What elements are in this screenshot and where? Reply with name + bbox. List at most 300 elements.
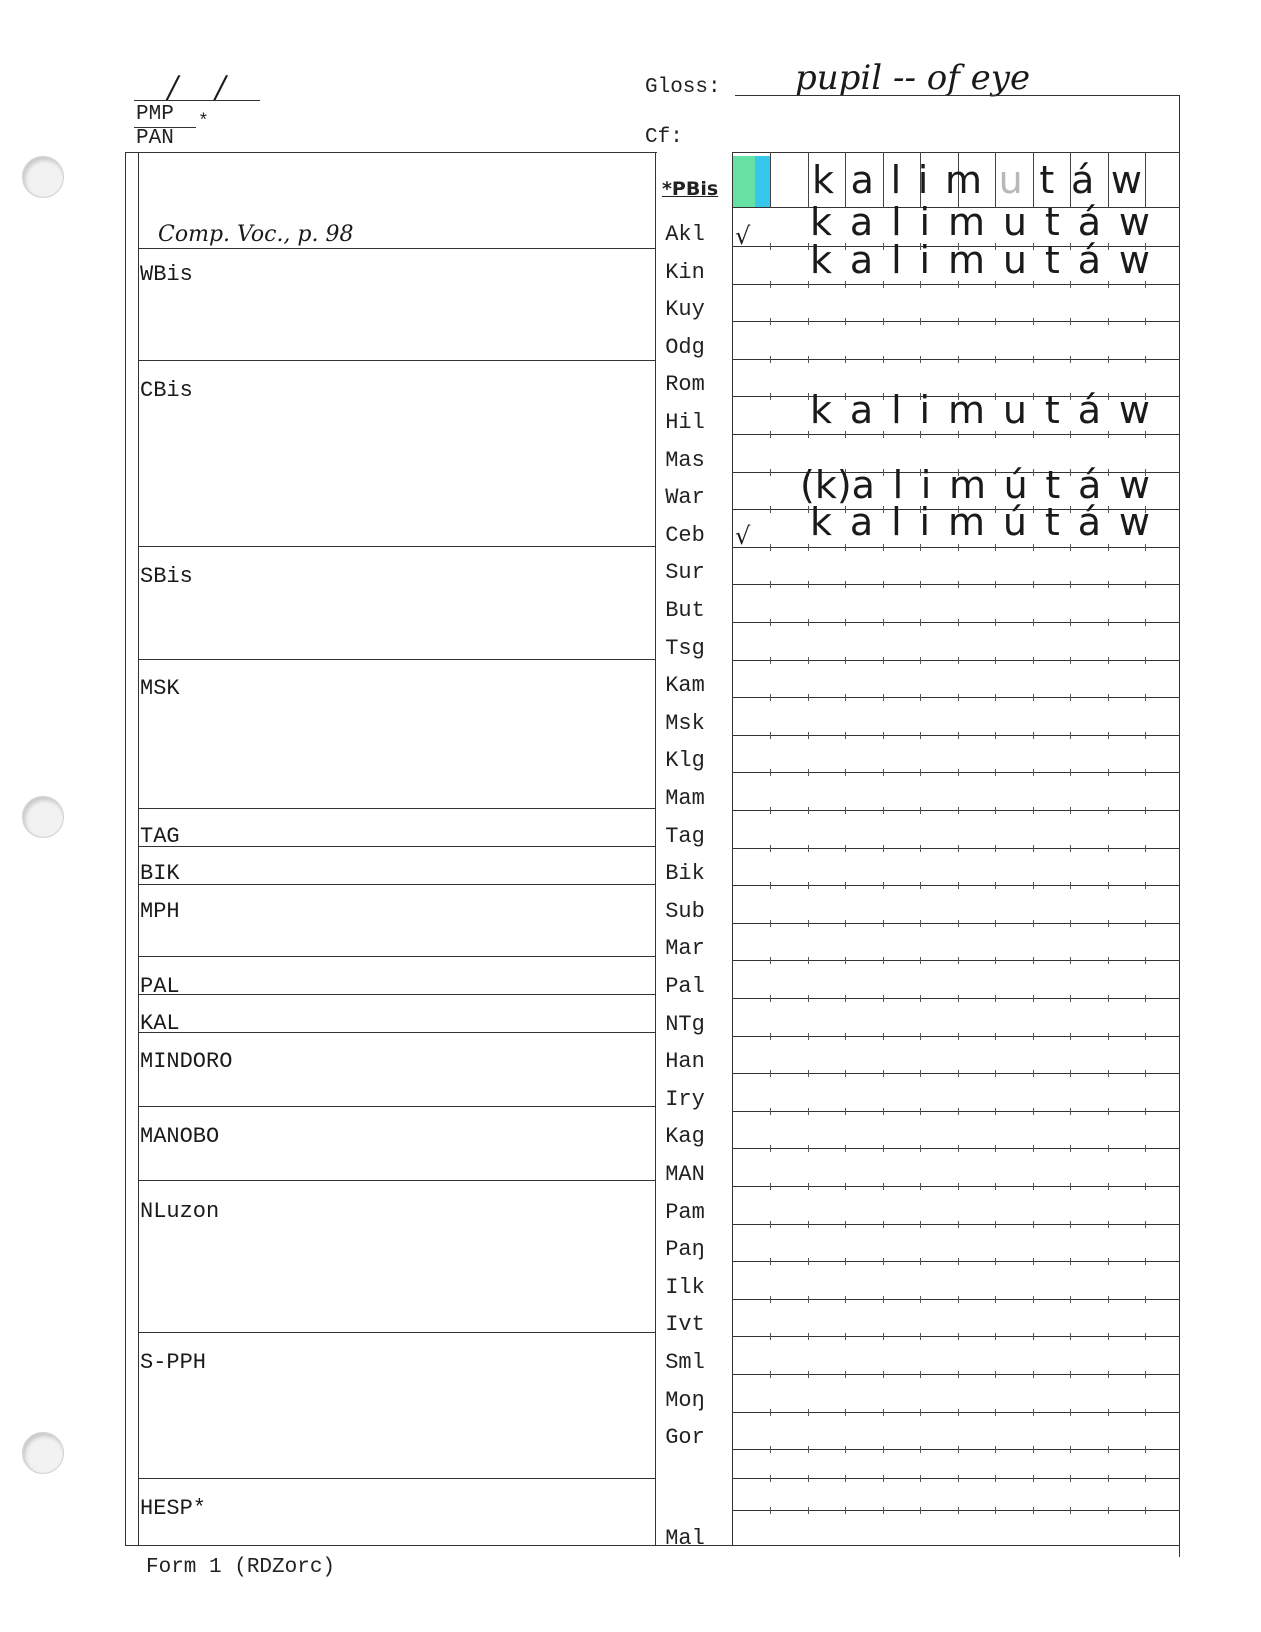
ruled-tick: [845, 1333, 846, 1340]
language-label: Akl: [665, 222, 705, 247]
war-letter: w: [1118, 463, 1150, 507]
ruled-tick: [883, 544, 884, 551]
ruled-tick: [1070, 1258, 1071, 1265]
war-letter: (k)a: [800, 463, 875, 507]
hil-letter: á: [1077, 388, 1101, 432]
frame-top: [125, 152, 657, 153]
ruled-tick: [958, 1070, 959, 1077]
ruled-tick: [1033, 1221, 1034, 1228]
ruled-tick: [1070, 1221, 1071, 1228]
ruled-line: [732, 998, 1179, 999]
ruled-tick: [770, 581, 771, 588]
language-label: Sml: [665, 1350, 705, 1375]
ruled-tick: [920, 769, 921, 776]
pbis-row-top: [732, 152, 1179, 153]
ruled-tick: [1070, 807, 1071, 814]
ruled-tick: [920, 1446, 921, 1453]
language-label: Moŋ: [665, 1387, 705, 1413]
ruled-tick: [920, 657, 921, 664]
ruled-tick: [1070, 1033, 1071, 1040]
punch-hole-bottom: [22, 1432, 64, 1474]
pbis-letter: t: [1039, 158, 1055, 202]
ruled-tick: [770, 694, 771, 701]
ruled-tick: [808, 1033, 809, 1040]
ruled-tick: [995, 281, 996, 288]
region-label-wbis: WBis: [140, 262, 193, 287]
ruled-line: [732, 1299, 1179, 1300]
ruled-tick: [1033, 807, 1034, 814]
akl-letter: t: [1044, 200, 1060, 244]
ruled-tick: [920, 1183, 921, 1190]
ruled-tick: [808, 431, 809, 438]
language-label: Tsg: [665, 635, 705, 661]
ruled-tick: [920, 1371, 921, 1378]
ruled-tick: [1145, 845, 1146, 852]
ceb-letter: w: [1118, 500, 1150, 544]
language-label: Tag: [665, 823, 705, 849]
ruled-tick: [995, 431, 996, 438]
language-label: But: [665, 598, 705, 623]
ruled-line: [732, 1374, 1179, 1375]
ruled-tick: [1145, 1183, 1146, 1190]
ruled-tick: [1108, 657, 1109, 664]
hil-letter: u: [1002, 388, 1028, 432]
ruled-tick: [1108, 281, 1109, 288]
ruled-tick: [1145, 1145, 1146, 1152]
ruled-tick: [920, 1221, 921, 1228]
ruled-tick: [1145, 619, 1146, 626]
hil-letter: k: [810, 388, 833, 432]
ruled-tick: [1033, 1258, 1034, 1265]
ruled-tick: [808, 1446, 809, 1453]
ruled-tick: [845, 356, 846, 363]
akl-letter: l: [891, 200, 902, 244]
ruled-tick: [958, 581, 959, 588]
ruled-tick: [958, 431, 959, 438]
ruled-tick: [1108, 732, 1109, 739]
ruled-tick: [958, 544, 959, 551]
ruled-tick: [770, 1333, 771, 1340]
ruled-tick: [808, 1371, 809, 1378]
ruled-line: [732, 1224, 1179, 1225]
ruled-tick: [1033, 1409, 1034, 1416]
ruled-tick: [770, 1033, 771, 1040]
ruled-tick: [995, 1221, 996, 1228]
pbis-letter: a: [850, 158, 874, 202]
ruled-tick: [770, 1446, 771, 1453]
language-label: Bik: [665, 861, 705, 887]
ruled-tick: [883, 845, 884, 852]
ruled-line: [732, 1510, 1179, 1511]
ceb-letter: ú: [1002, 500, 1028, 544]
ruled-tick: [1033, 619, 1034, 626]
ruled-tick: [920, 1475, 921, 1482]
language-label: Iry: [665, 1086, 705, 1112]
ruled-tick: [958, 694, 959, 701]
cf-label: Cf:: [645, 126, 683, 149]
ruled-line: [732, 960, 1179, 961]
ruled-tick: [1070, 845, 1071, 852]
ruled-tick: [1108, 920, 1109, 927]
ruled-tick: [883, 1475, 884, 1482]
ruled-tick: [958, 882, 959, 889]
region-label-tag: TAG: [140, 824, 180, 849]
ruled-tick: [1070, 544, 1071, 551]
ruled-tick: [1070, 957, 1071, 964]
ceb-letter: á: [1077, 500, 1101, 544]
ruled-tick: [845, 957, 846, 964]
ruled-tick: [808, 1475, 809, 1482]
ruled-tick: [808, 506, 809, 513]
ruled-tick: [995, 1145, 996, 1152]
ruled-tick: [1108, 1183, 1109, 1190]
language-label: Mar: [665, 936, 705, 962]
ruled-tick: [770, 1258, 771, 1265]
ruled-tick: [1108, 807, 1109, 814]
ruled-tick: [883, 1333, 884, 1340]
language-label: Mam: [665, 786, 705, 811]
ruled-tick: [920, 920, 921, 927]
ruled-tick: [883, 281, 884, 288]
ruled-line: [732, 848, 1179, 849]
language-label: Pal: [665, 974, 705, 999]
ruled-tick: [1070, 657, 1071, 664]
ruled-tick: [770, 469, 771, 476]
ruled-line: [732, 1478, 1179, 1479]
ruled-tick: [995, 544, 996, 551]
language-label: Pam: [665, 1199, 705, 1225]
language-label: Mas: [665, 447, 705, 473]
ruled-tick: [883, 920, 884, 927]
ruled-tick: [958, 920, 959, 927]
ruled-tick: [1033, 1475, 1034, 1482]
ruled-tick: [1108, 544, 1109, 551]
ruled-tick: [808, 243, 809, 250]
ruled-tick: [883, 1446, 884, 1453]
region-label-mindoro: MINDORO: [140, 1049, 233, 1074]
region-divider: [138, 1478, 655, 1479]
region-label-sbis: SBis: [140, 564, 193, 589]
ruled-tick: [1108, 995, 1109, 1002]
ruled-tick: [808, 581, 809, 588]
ruled-tick: [1033, 1296, 1034, 1303]
ruled-tick: [1033, 995, 1034, 1002]
ruled-tick: [1070, 694, 1071, 701]
region-divider: [138, 1180, 655, 1181]
ruled-tick: [770, 1145, 771, 1152]
ruled-tick: [920, 807, 921, 814]
ruled-tick: [1033, 1145, 1034, 1152]
ruled-tick: [883, 1070, 884, 1077]
ceb-letter: a: [849, 500, 874, 544]
ruled-tick: [845, 995, 846, 1002]
ruled-tick: [770, 1108, 771, 1115]
akl-letter: u: [1002, 200, 1028, 244]
hil-letter: w: [1118, 388, 1150, 432]
ruled-tick: [1070, 318, 1071, 325]
ruled-tick: [845, 1409, 846, 1416]
ruled-tick: [1033, 1446, 1034, 1453]
ruled-tick: [958, 619, 959, 626]
ruled-tick: [845, 1070, 846, 1077]
ruled-tick: [883, 1507, 884, 1514]
ruled-tick: [845, 1033, 846, 1040]
ruled-line: [732, 660, 1179, 661]
ruled-tick: [808, 544, 809, 551]
ruled-tick: [995, 1446, 996, 1453]
ruled-tick: [1145, 1409, 1146, 1416]
ruled-tick: [1070, 1296, 1071, 1303]
language-label: Sur: [665, 560, 705, 586]
region-divider: [138, 808, 655, 809]
ruled-tick: [883, 882, 884, 889]
kin-letter: t: [1044, 238, 1060, 282]
ruled-tick: [920, 845, 921, 852]
region-label-cbis: CBis: [140, 378, 193, 403]
ruled-line: [732, 885, 1179, 886]
ruled-tick: [1145, 1333, 1146, 1340]
ruled-tick: [845, 1475, 846, 1482]
ruled-tick: [958, 1446, 959, 1453]
language-label: Mal: [665, 1526, 705, 1551]
ceb-letter: i: [919, 500, 931, 544]
ruled-tick: [1108, 581, 1109, 588]
pbis-label: *PBis: [662, 178, 719, 200]
ruled-tick: [770, 920, 771, 927]
hil-form: [810, 388, 1150, 432]
pbis-letter: k: [812, 158, 835, 202]
ruled-tick: [883, 318, 884, 325]
ruled-tick: [845, 732, 846, 739]
ruled-tick: [995, 356, 996, 363]
ruled-tick: [920, 544, 921, 551]
ruled-tick: [1108, 356, 1109, 363]
ruled-tick: [770, 281, 771, 288]
ruled-tick: [1033, 281, 1034, 288]
ruled-tick: [920, 1333, 921, 1340]
ruled-tick: [995, 1183, 996, 1190]
ruled-line: [732, 1186, 1179, 1187]
ruled-tick: [958, 995, 959, 1002]
language-label: Ivt: [665, 1312, 705, 1338]
ruled-tick: [958, 845, 959, 852]
ruled-tick: [958, 318, 959, 325]
ruled-tick: [1108, 1296, 1109, 1303]
ruled-line: [732, 810, 1179, 811]
ruled-tick: [1145, 1108, 1146, 1115]
ruled-tick: [883, 356, 884, 363]
kin-letter: a: [849, 238, 874, 282]
war-letter: t: [1045, 463, 1061, 507]
ceb-letter: k: [810, 500, 833, 544]
ruled-tick: [1033, 882, 1034, 889]
ruled-tick: [770, 1371, 771, 1378]
ceb-letter: t: [1044, 500, 1060, 544]
ruled-tick: [920, 1409, 921, 1416]
ruled-tick: [770, 356, 771, 363]
ruled-tick: [1145, 581, 1146, 588]
ruled-tick: [845, 1221, 846, 1228]
ruled-tick: [1108, 1333, 1109, 1340]
ruled-tick: [1033, 1507, 1034, 1514]
ruled-tick: [845, 694, 846, 701]
ruled-tick: [995, 995, 996, 1002]
ruled-tick: [995, 732, 996, 739]
language-label: NTg: [665, 1011, 705, 1037]
akl-letter: w: [1118, 200, 1150, 244]
region-divider: [138, 1106, 655, 1107]
ruled-tick: [845, 1507, 846, 1514]
ruled-tick: [920, 732, 921, 739]
ruled-tick: [845, 1258, 846, 1265]
ruled-tick: [1033, 356, 1034, 363]
ruled-tick: [845, 845, 846, 852]
language-label: Kuy: [665, 297, 705, 323]
ruled-tick: [808, 882, 809, 889]
region-label-nluzon: NLuzon: [140, 1199, 220, 1224]
ruled-tick: [1108, 882, 1109, 889]
region-divider: [138, 659, 655, 660]
ruled-tick: [920, 995, 921, 1002]
region-label-msk: MSK: [140, 676, 180, 701]
ruled-line: [732, 697, 1179, 698]
ruled-tick: [845, 882, 846, 889]
ruled-tick: [920, 318, 921, 325]
ruled-tick: [958, 807, 959, 814]
language-label: Ilk: [665, 1274, 705, 1300]
ruled-tick: [1033, 657, 1034, 664]
ruled-tick: [1108, 1108, 1109, 1115]
ruled-line: [732, 284, 1179, 285]
ruled-tick: [920, 1296, 921, 1303]
ruled-tick: [920, 957, 921, 964]
ruled-tick: [770, 1221, 771, 1228]
war-letter: i: [920, 463, 932, 507]
ruled-tick: [845, 1183, 846, 1190]
ruled-tick: [995, 694, 996, 701]
ruled-line: [732, 359, 1179, 360]
ruled-tick: [770, 1296, 771, 1303]
ruled-tick: [1108, 845, 1109, 852]
ruled-tick: [845, 1108, 846, 1115]
hil-letter: a: [849, 388, 874, 432]
reference-note: Comp. Voc., p. 98: [158, 222, 354, 247]
ruled-tick: [1108, 694, 1109, 701]
ruled-line: [732, 434, 1179, 435]
ruled-tick: [1145, 1296, 1146, 1303]
ruled-tick: [808, 1108, 809, 1115]
ceb-check-mark: √: [735, 522, 751, 550]
ruled-tick: [1145, 281, 1146, 288]
ruled-tick: [770, 393, 771, 400]
ruled-tick: [1070, 431, 1071, 438]
ruled-tick: [1070, 1507, 1071, 1514]
ruled-tick: [883, 657, 884, 664]
ruled-tick: [958, 1333, 959, 1340]
pbis-highlight-green: [733, 156, 755, 208]
ruled-line: [732, 1336, 1179, 1337]
ruled-tick: [770, 882, 771, 889]
war-letter: ú: [1003, 463, 1028, 507]
ruled-tick: [808, 1258, 809, 1265]
kin-letter: k: [810, 238, 833, 282]
language-label: Rom: [665, 372, 705, 398]
kin-letter: w: [1118, 238, 1150, 282]
ruled-tick: [808, 393, 809, 400]
ruled-tick: [770, 506, 771, 513]
kin-letter: á: [1077, 238, 1101, 282]
pbis-cell-divider: [808, 152, 809, 208]
language-label: Hil: [665, 410, 705, 435]
ruled-line: [732, 1261, 1179, 1262]
ruled-tick: [1070, 882, 1071, 889]
ruled-tick: [1033, 1333, 1034, 1340]
ruled-tick: [1033, 318, 1034, 325]
ruled-tick: [958, 281, 959, 288]
ruled-tick: [920, 356, 921, 363]
frame-right: [1179, 95, 1180, 1557]
ruled-tick: [808, 995, 809, 1002]
kin-letter: l: [891, 238, 902, 282]
ruled-tick: [1070, 1475, 1071, 1482]
ruled-tick: [1033, 1183, 1034, 1190]
ruled-tick: [845, 769, 846, 776]
region-label-manobo: MANOBO: [140, 1124, 220, 1149]
pbis-letter: u: [998, 158, 1023, 202]
language-label: Odg: [665, 334, 705, 360]
ruled-tick: [1145, 657, 1146, 664]
ruled-line: [732, 772, 1179, 773]
ruled-tick: [808, 1507, 809, 1514]
ruled-tick: [845, 544, 846, 551]
ruled-tick: [770, 431, 771, 438]
ruled-tick: [1033, 1108, 1034, 1115]
ruled-tick: [995, 1033, 996, 1040]
ruled-line: [732, 1036, 1179, 1037]
ruled-tick: [995, 845, 996, 852]
form-footer-label: Form 1 (RDZorc): [146, 1556, 336, 1579]
pbis-letter: w: [1110, 158, 1142, 202]
ceb-letter: l: [891, 500, 902, 544]
hil-letter: t: [1044, 388, 1060, 432]
ruled-tick: [1070, 1108, 1071, 1115]
ruled-tick: [1145, 769, 1146, 776]
ruled-tick: [1145, 807, 1146, 814]
language-label: Sub: [665, 898, 705, 924]
ruled-tick: [920, 1108, 921, 1115]
ruled-line: [732, 1449, 1179, 1450]
ruled-tick: [770, 619, 771, 626]
ruled-tick: [1108, 1070, 1109, 1077]
ruled-tick: [1108, 1371, 1109, 1378]
ruled-tick: [770, 807, 771, 814]
ruled-tick: [1070, 581, 1071, 588]
ruled-tick: [1070, 1333, 1071, 1340]
ruled-tick: [1070, 1409, 1071, 1416]
region-divider: [138, 1332, 655, 1333]
ruled-tick: [883, 995, 884, 1002]
ruled-tick: [1070, 1446, 1071, 1453]
ruled-tick: [995, 1409, 996, 1416]
ruled-tick: [1070, 995, 1071, 1002]
ruled-tick: [958, 769, 959, 776]
language-label: Paŋ: [665, 1237, 705, 1263]
ruled-tick: [1145, 882, 1146, 889]
ruled-tick: [1145, 1371, 1146, 1378]
ruled-tick: [1033, 431, 1034, 438]
ruled-tick: [883, 732, 884, 739]
ruled-tick: [883, 1033, 884, 1040]
